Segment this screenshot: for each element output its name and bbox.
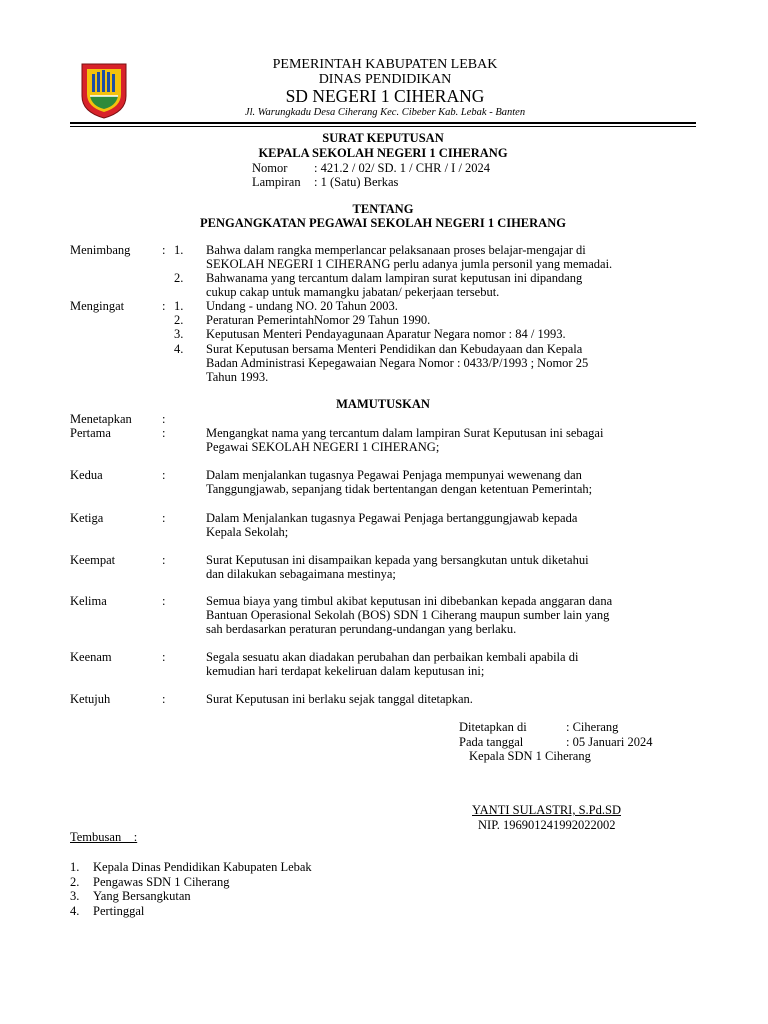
decision-label: Ketiga	[70, 511, 104, 525]
decision-colon: :	[162, 426, 166, 440]
mengingat-item: Surat Keputusan bersama Menteri Pendidikan dan Kebudayaan dan Kepala Badan Administrasi Kepegawaian Negara Nomor : 0433/P/1993 ; Nomor 25 Tahun 1993.	[206, 342, 589, 384]
header-school-name: SD NEGERI 1 CIHERANG	[285, 86, 485, 106]
header-rule-thin	[70, 126, 696, 127]
decision-colon: :	[162, 650, 166, 664]
decision-colon: :	[162, 553, 166, 567]
tanggal-value: : 05 Januari 2024	[566, 735, 653, 749]
header-rule-thick	[70, 122, 696, 124]
mengingat-item: Undang - undang NO. 20 Tahun 2003.	[206, 299, 398, 313]
tembusan-num: 3.	[70, 889, 80, 903]
decision-label: Keempat	[70, 553, 116, 567]
lampiran-value: : 1 (Satu) Berkas	[314, 175, 399, 189]
menetapkan-label: Menetapkan	[70, 412, 132, 426]
decision-label: Kelima	[70, 594, 107, 608]
lampiran-label: Lampiran	[252, 175, 301, 189]
decision-label: Kedua	[70, 468, 103, 482]
tentang-label: TENTANG	[352, 202, 414, 216]
mamutuskan-heading: MAMUTUSKAN	[336, 397, 430, 411]
tembusan-label: Tembusan :	[70, 830, 138, 844]
nomor-value: : 421.2 / 02/ SD. 1 / CHR / I / 2024	[314, 161, 491, 175]
decision-text: Dalam Menjalankan tugasnya Pegawai Penjaga bertanggungjawab kepada Kepala Sekolah;	[206, 511, 578, 539]
header-address: Jl. Warungkadu Desa Ciherang Kec. Cibeber Kab. Lebak - Banten	[244, 107, 526, 118]
tembusan-num: 1.	[70, 860, 80, 874]
decision-text: Semua biaya yang timbul akibat keputusan ini dibebankan kepada anggaran dana Bantuan Operasional Sekolah (BOS) SDN 1 Ciherang maupun sumber lain yang sah berdasarkan peraturan perundang-undangan yang berlaku.	[206, 594, 613, 636]
signer-name: YANTI SULASTRI, S.Pd.SD	[472, 803, 621, 817]
ditetapkan-label: Ditetapkan di	[459, 720, 527, 734]
header-department: DINAS PENDIDIKAN	[318, 72, 452, 87]
nomor-label: Nomor	[252, 161, 288, 175]
decision-text: Mengangkat nama yang tercantum dalam lampiran Surat Keputusan ini sebagai Pegawai SEKOLAH NEGERI 1 CIHERANG;	[206, 426, 604, 454]
mengingat-num: 4.	[174, 342, 184, 356]
mengingat-label: Mengingat	[70, 299, 125, 313]
tembusan-num: 4.	[70, 904, 80, 918]
doc-title: SURAT KEPUTUSAN	[322, 131, 444, 145]
ditetapkan-value: : Ciherang	[566, 720, 619, 734]
regency-logo	[78, 60, 130, 120]
decision-label: Ketujuh	[70, 692, 111, 706]
mengingat-colon: :	[162, 299, 166, 313]
decision-colon: :	[162, 511, 166, 525]
tentang-subject: PENGANGKATAN PEGAWAI SEKOLAH NEGERI 1 CIHERANG	[200, 216, 566, 230]
mengingat-item: Peraturan PemerintahNomor 29 Tahun 1990.	[206, 313, 431, 327]
menimbang-colon: :	[162, 243, 166, 257]
menimbang-num: 2.	[174, 271, 184, 285]
decision-label: Keenam	[70, 650, 112, 664]
menimbang-num: 1.	[174, 243, 184, 257]
doc-title-issuer: KEPALA SEKOLAH NEGERI 1 CIHERANG	[258, 146, 508, 160]
menimbang-item: Bahwa dalam rangka memperlancar pelaksanaan proses belajar-mengajar di SEKOLAH NEGERI 1 CIHERANG perlu adanya jumla personil yang memadai.	[206, 243, 613, 271]
decision-text: Surat Keputusan ini berlaku sejak tanggal ditetapkan.	[206, 692, 473, 706]
decision-colon: :	[162, 692, 166, 706]
decision-label: Pertama	[70, 426, 111, 440]
header-government: PEMERINTAH KABUPATEN LEBAK	[272, 57, 498, 72]
tembusan-item: Pertinggal	[93, 904, 145, 918]
tanggal-label: Pada tanggal	[459, 735, 524, 749]
decision-text: Surat Keputusan ini disampaikan kepada yang bersangkutan untuk diketahui dan dilakukan sebagaimana mestinya;	[206, 553, 589, 581]
menimbang-label: Menimbang	[70, 243, 131, 257]
signer-nip: NIP. 196901241992022002	[478, 818, 616, 832]
decision-text: Dalam menjalankan tugasnya Pegawai Penjaga mempunyai wewenang dan Tanggungjawab, sepanjang tidak bertentangan dengan ketentuan Pemerintah;	[206, 468, 593, 496]
menetapkan-colon: :	[162, 412, 166, 426]
menimbang-item: Bahwanama yang tercantum dalam lampiran surat keputusan ini dipandang cukup cakap untuk mamangku jabatan/ pekerjaan tersebut.	[206, 271, 583, 299]
tembusan-item: Pengawas SDN 1 Ciherang	[93, 875, 230, 889]
decision-text: Segala sesuatu akan diadakan perubahan dan perbaikan kembali apabila di kemudian hari terdapat kekeliruan dalam keputusan ini;	[206, 650, 579, 678]
decision-colon: :	[162, 468, 166, 482]
tembusan-num: 2.	[70, 875, 80, 889]
signer-position: Kepala SDN 1 Ciherang	[469, 749, 591, 763]
tembusan-item: Kepala Dinas Pendidikan Kabupaten Lebak	[93, 860, 312, 874]
tembusan-item: Yang Bersangkutan	[93, 889, 191, 903]
mengingat-item: Keputusan Menteri Pendayagunaan Aparatur Negara nomor : 84 / 1993.	[206, 327, 566, 341]
mengingat-num: 3.	[174, 327, 184, 341]
decision-colon: :	[162, 594, 166, 608]
mengingat-num: 1.	[174, 299, 184, 313]
mengingat-num: 2.	[174, 313, 184, 327]
